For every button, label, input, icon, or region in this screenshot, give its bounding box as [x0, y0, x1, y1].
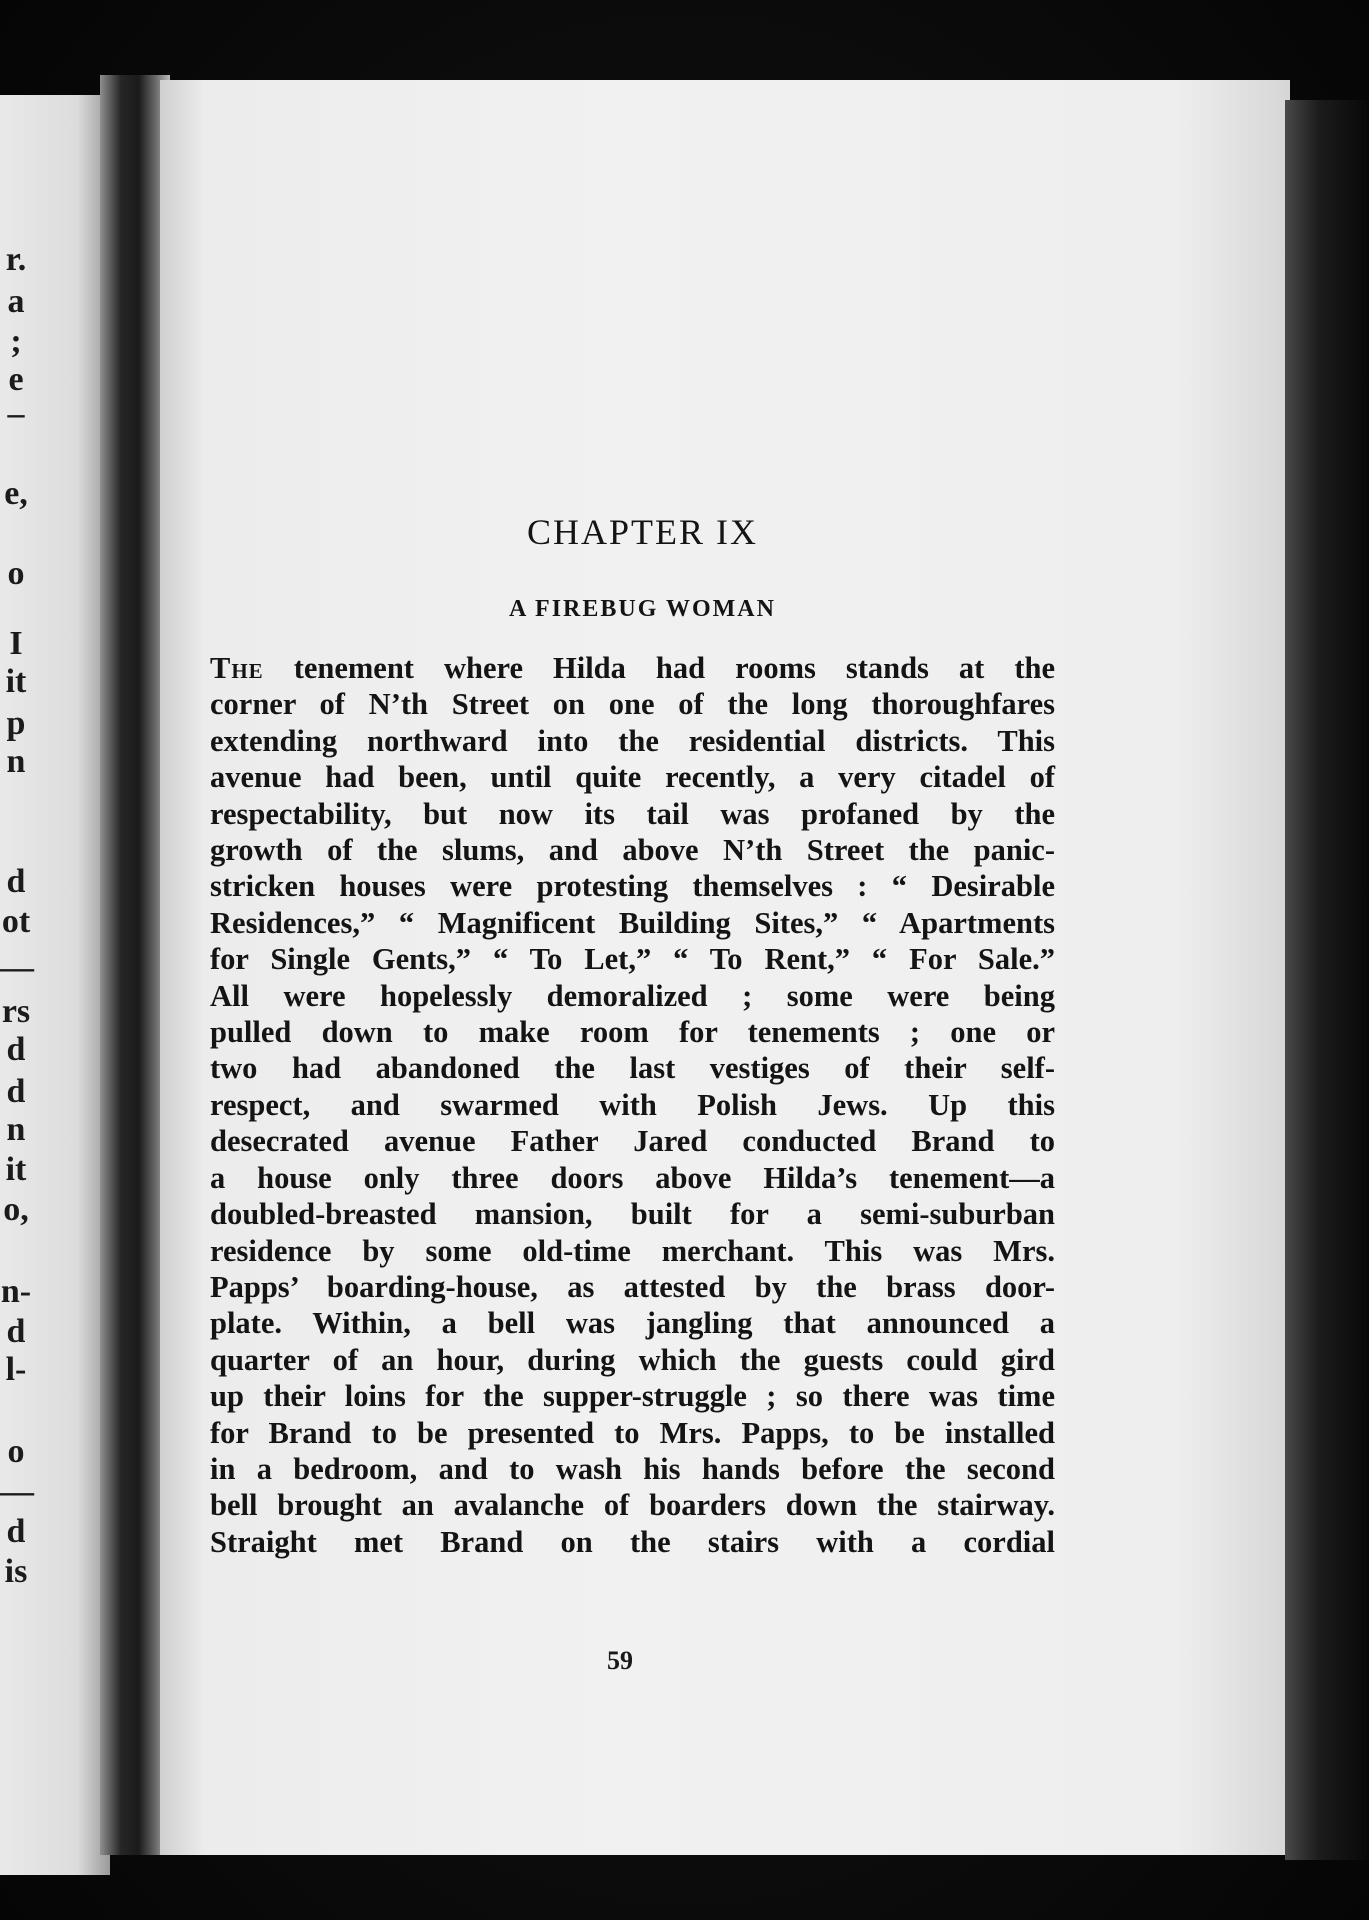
left-margin-char: d [6, 1513, 26, 1550]
left-margin-char: d [6, 1073, 26, 1110]
text-line: respect, and swarmed with Polish Jews. Up this [210, 1087, 1055, 1122]
left-margin-char: ; [10, 323, 22, 360]
text-line: stricken houses were protesting themselves : “ Desirable [210, 869, 1055, 904]
left-page-cut-text [0, 95, 50, 1875]
text-line: in a bedroom, and to wash his hands before the second [210, 1451, 1055, 1486]
left-margin-char: I [9, 625, 23, 662]
text-line: bell brought an avalanche of boarders down the stairway. [210, 1488, 1055, 1523]
left-margin-char: rs [1, 993, 31, 1030]
text-line: doubled-breasted mansion, built for a semi-suburban [210, 1197, 1055, 1232]
text-line: two had abandoned the last vestiges of their self- [210, 1051, 1055, 1086]
text-line: Papps’ boarding-house, as attested by the brass door- [210, 1269, 1055, 1304]
left-margin-char: d [6, 1031, 26, 1068]
text-line: avenue had been, until quite recently, a very citadel of [210, 760, 1055, 795]
text-line: up their loins for the supper-struggle ; so there was time [210, 1379, 1055, 1414]
left-margin-char: l- [5, 1351, 27, 1388]
left-margin-char: it [5, 663, 27, 700]
left-margin-char: n [6, 743, 26, 780]
text-line-rest: tenement where Hilda had rooms stands at the [263, 651, 1055, 685]
text-line: Straight met Brand on the stairs with a cordial [210, 1524, 1055, 1559]
left-margin-char: a [7, 283, 25, 320]
page-edge-shadow [1285, 100, 1369, 1860]
body-paragraph [210, 650, 1055, 1560]
text-line: Residences,” “ Magnificent Building Sites,” “ Apartments [210, 905, 1055, 940]
text-line: growth of the slums, and above N’th Street the panic- [210, 833, 1055, 868]
text-line: a house only three doors above Hilda’s tenement—a [210, 1160, 1055, 1195]
text-line: respectability, but now its tail was profaned by the [210, 796, 1055, 831]
left-margin-char: o, [3, 1191, 29, 1228]
left-margin-char: is [4, 1553, 28, 1590]
text-line: for Single Gents,” “ To Let,” “ To Rent,” “ For Sale.” [210, 942, 1055, 977]
left-margin-char: — [0, 949, 34, 986]
first-word: The [210, 651, 264, 685]
left-margin-char: – [7, 395, 25, 432]
text-line: All were hopelessly demoralized ; some were being [210, 978, 1055, 1013]
text-line [210, 650, 1055, 686]
text-line: for Brand to be presented to Mrs. Papps, to be installed [210, 1415, 1055, 1450]
text-line: pulled down to make room for tenements ; one or [210, 1015, 1055, 1050]
left-margin-char: — [0, 1473, 34, 1510]
left-margin-char: n- [0, 1273, 32, 1310]
chapter-subtitle: A FIREBUG WOMAN [509, 596, 776, 622]
left-margin-char: n [6, 1111, 26, 1148]
text-line: extending northward into the residential districts. This [210, 723, 1055, 758]
left-margin-char: it [5, 1151, 27, 1188]
left-margin-char: r. [5, 241, 27, 278]
left-margin-char: ot [1, 903, 31, 940]
text-line: corner of N’th Street on one of the long thoroughfares [210, 687, 1055, 722]
chapter-heading: CHAPTER IX [526, 512, 758, 552]
text-line: quarter of an hour, during which the guests could gird [210, 1342, 1055, 1377]
left-margin-char: e, [4, 475, 28, 512]
left-margin-char: e [8, 361, 24, 398]
left-margin-char: d [6, 1313, 26, 1350]
page-number: 59 [607, 1646, 633, 1675]
left-margin-char: o [7, 1433, 25, 1470]
left-margin-char: d [6, 863, 26, 900]
left-facing-page [0, 95, 110, 1875]
left-margin-char: p [6, 705, 26, 742]
text-line: plate. Within, a bell was jangling that announced a [210, 1306, 1055, 1341]
left-margin-char: o [7, 555, 25, 592]
page-content [210, 510, 1055, 1560]
text-line: desecrated avenue Father Jared conducted Brand to [210, 1124, 1055, 1159]
text-line: residence by some old-time merchant. This was Mrs. [210, 1233, 1055, 1268]
